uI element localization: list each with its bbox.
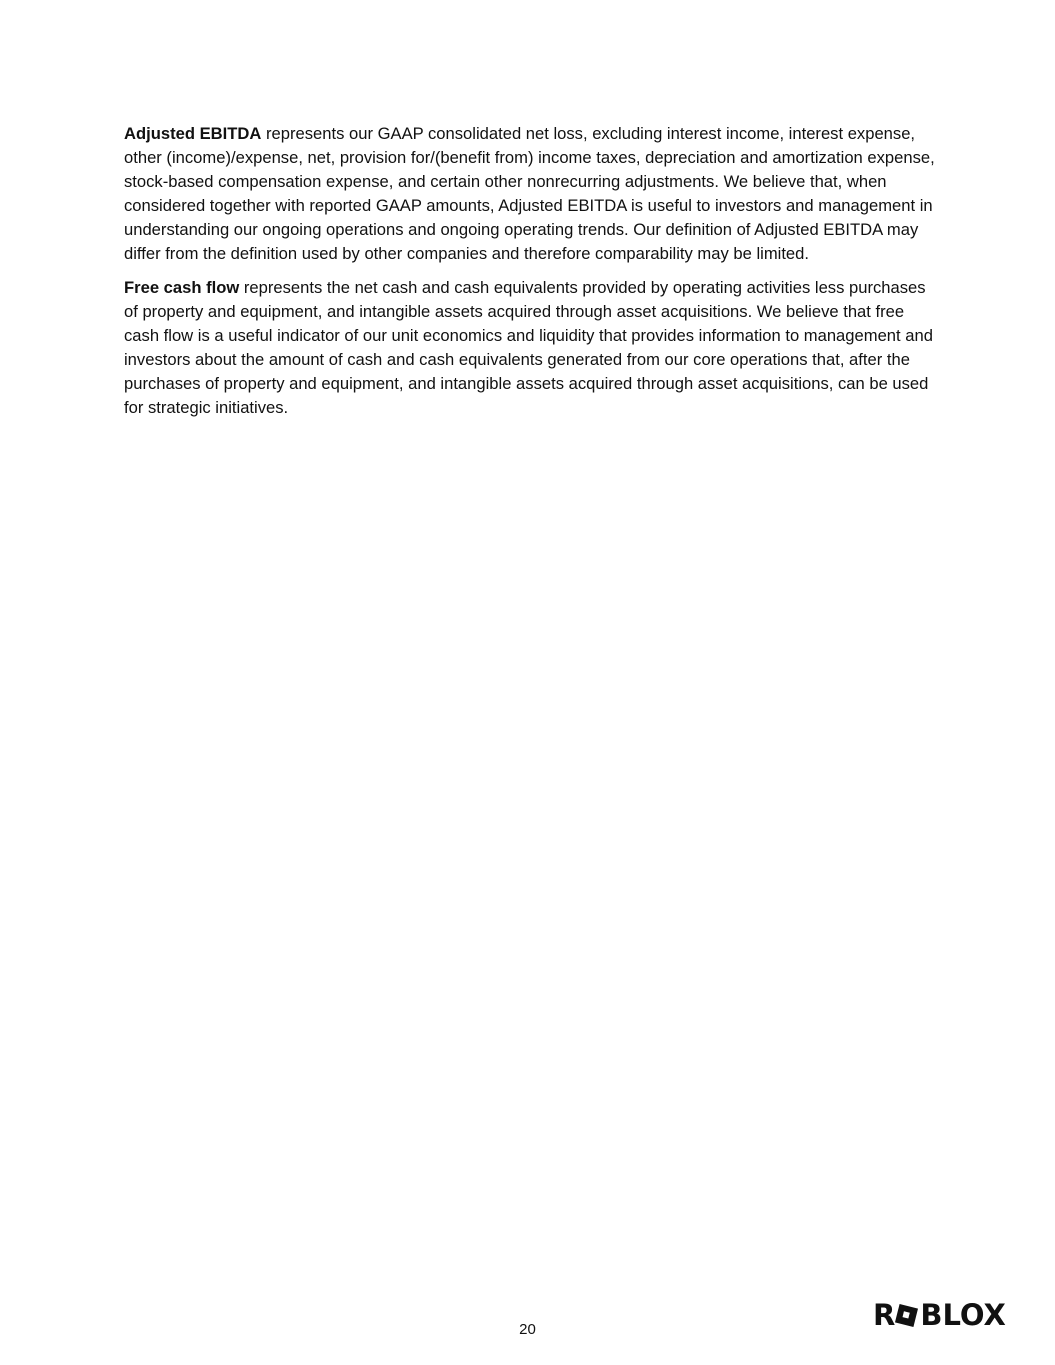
roblox-logo: [873, 1298, 1006, 1332]
adjusted-ebitda-term: Adjusted EBITDA: [124, 124, 262, 143]
free-cash-flow-definition: represents the net cash and cash equivalents provided by operating activities less purchases of property and equipment, and intangible assets acquired through asset acquisitions. We believe that free cash flow is a useful indicator of our unit economics and liquidity that provides information to management and investors about the amount of cash and cash equivalents generated from our core operations that, after the purchases of property and equipment, and intangible assets acquired through asset acquisitions, can be used for strategic initiatives.: [124, 278, 933, 417]
document-body: [124, 122, 936, 430]
logo-suffix: BLOX: [920, 1298, 1006, 1332]
roblox-tilted-square-icon: [895, 1303, 918, 1326]
adjusted-ebitda-paragraph: [124, 122, 936, 266]
free-cash-flow-paragraph: [124, 276, 936, 420]
adjusted-ebitda-definition: represents our GAAP consolidated net loss, excluding interest income, interest expense, other (income)/expense, net, provision for/(benefit from) income taxes, depreciation and amortization expense, stock-based compensation expense, and certain other nonrecurring adjustments. We believe that, when considered together with reported GAAP amounts, Adjusted EBITDA is useful to investors and management in understanding our ongoing operations and ongoing operating trends. Our definition of Adjusted EBITDA may differ from the definition used by other companies and therefore comparability may be limited.: [124, 124, 935, 263]
page-number: 20: [519, 1321, 536, 1338]
free-cash-flow-term: Free cash flow: [124, 278, 240, 297]
logo-prefix: R: [873, 1298, 896, 1332]
